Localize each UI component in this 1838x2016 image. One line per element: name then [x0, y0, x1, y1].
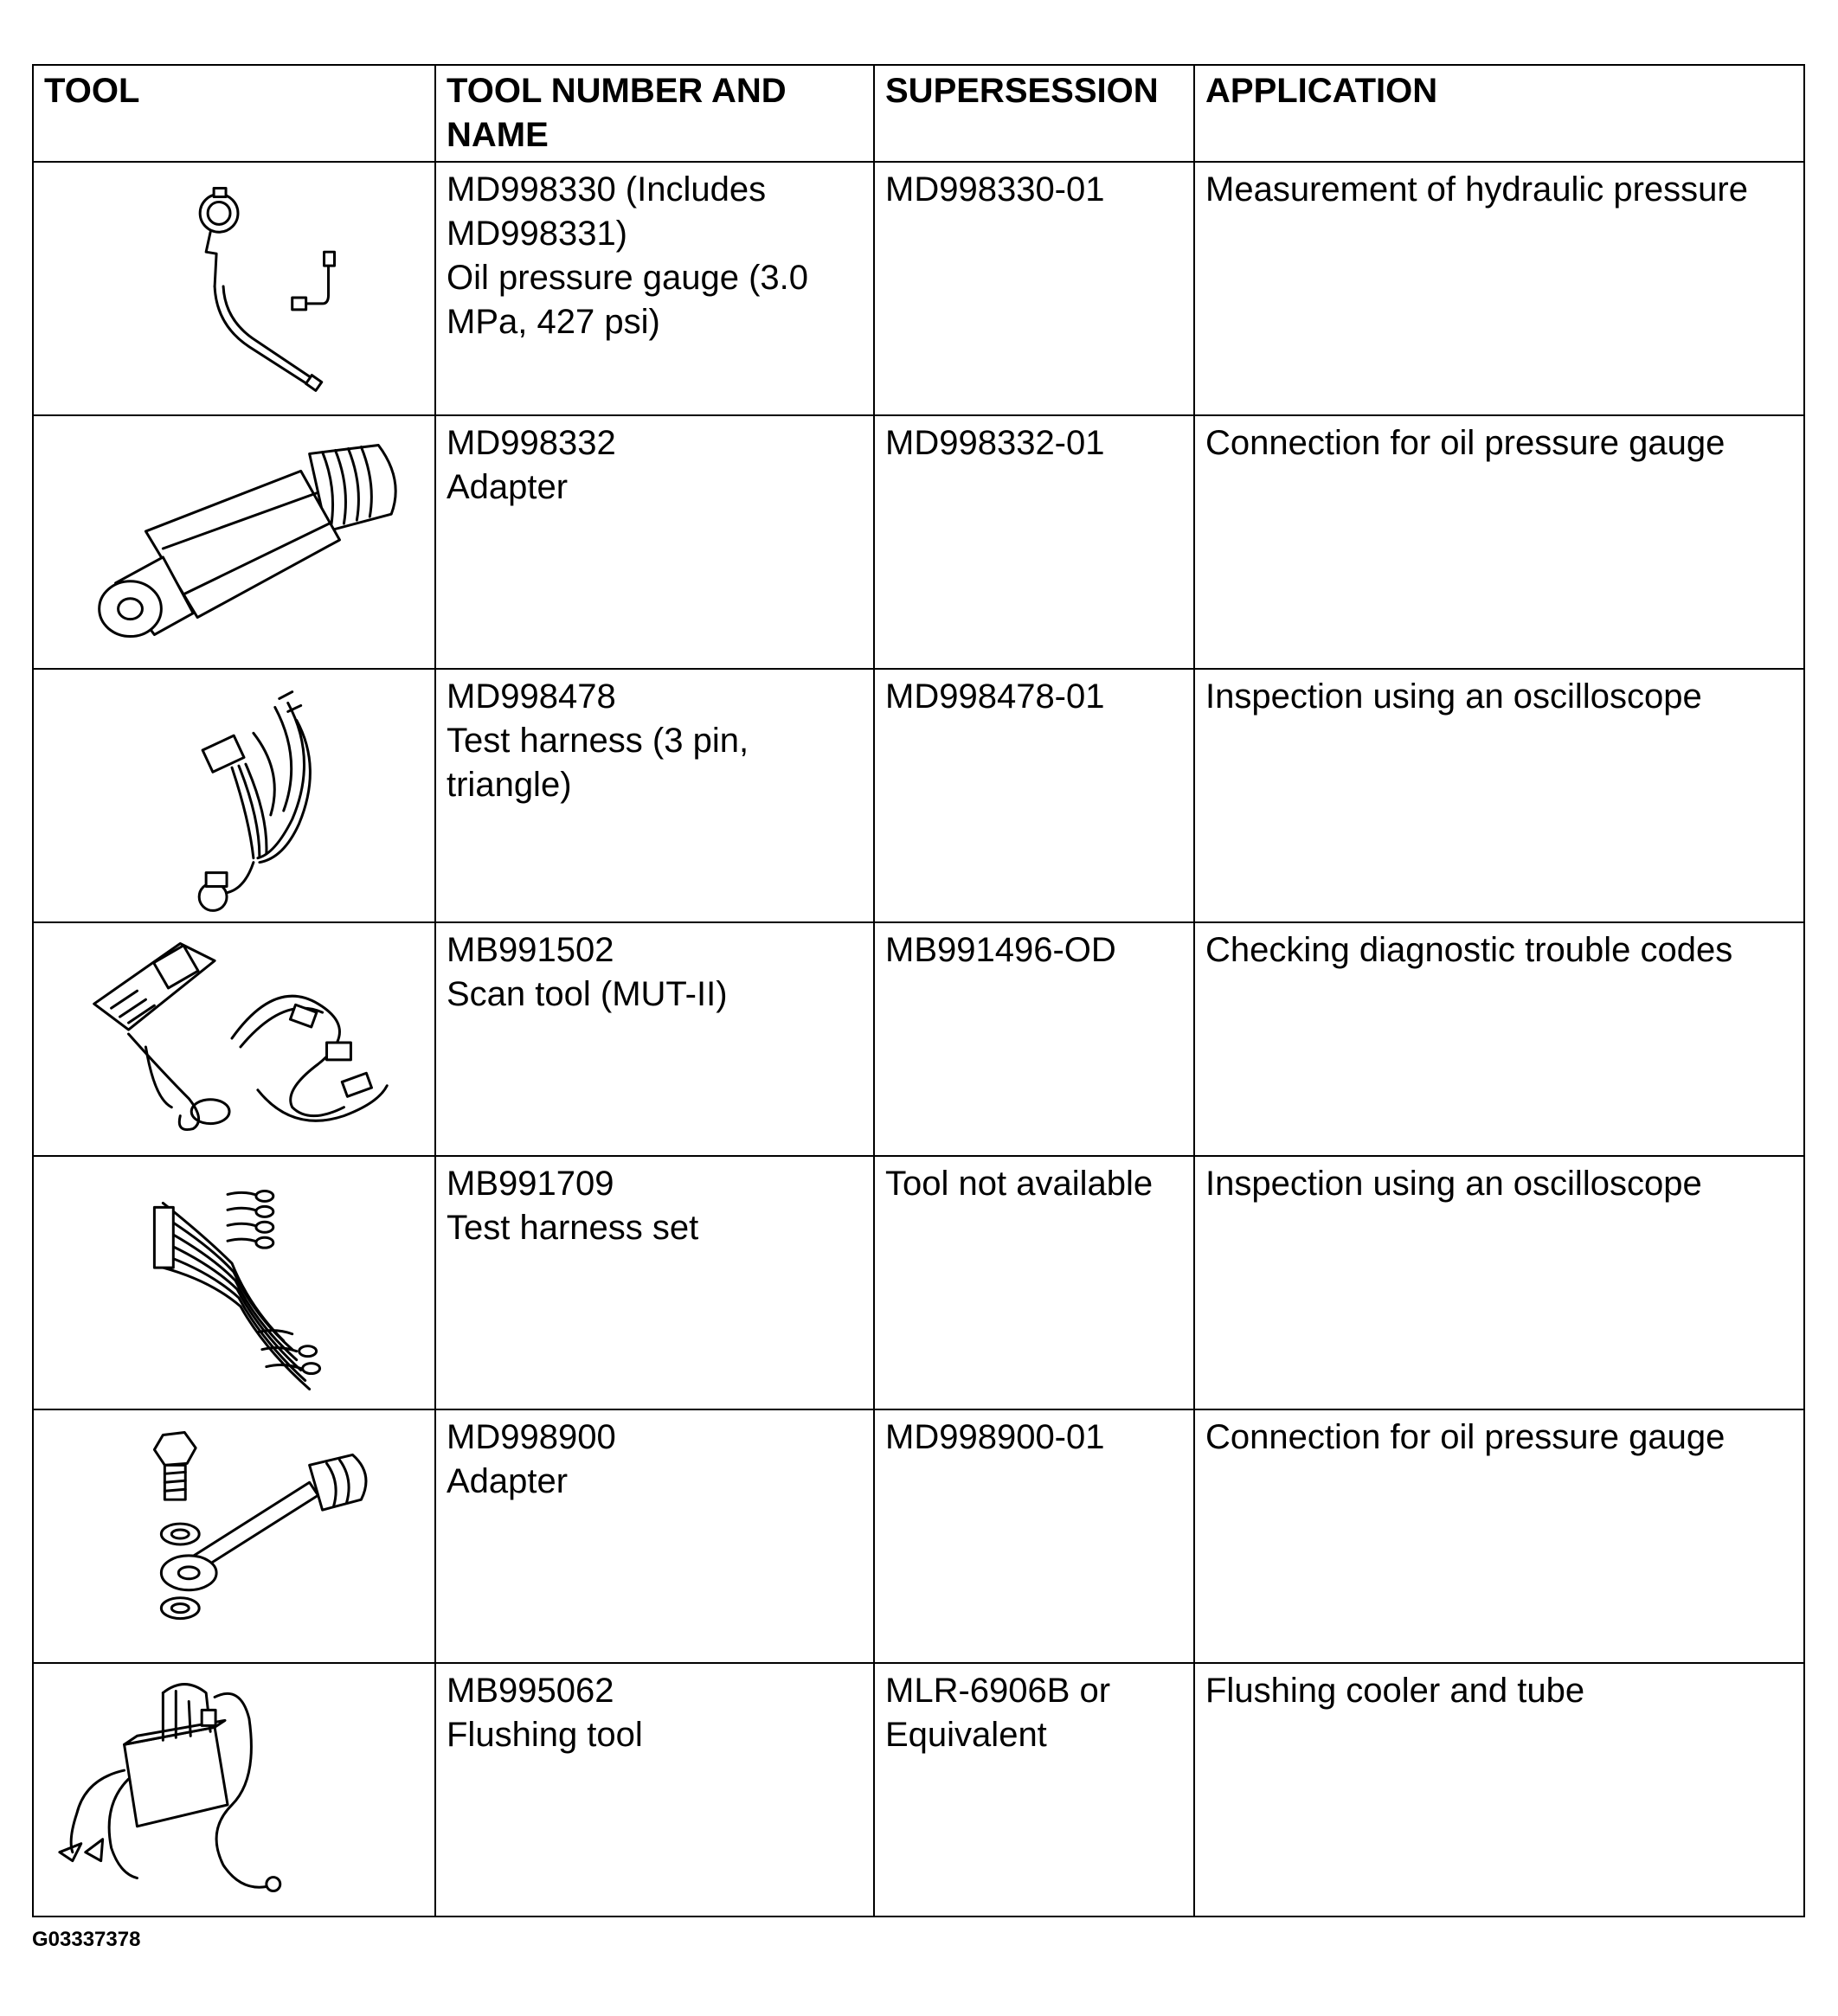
tool-number-name: MD998478 Test harness (3 pin, triangle) [435, 669, 874, 922]
tool-supersession: MB991496-OD [874, 922, 1194, 1156]
adapter-with-bolt-icon [34, 1410, 434, 1662]
tool-image-cell [33, 669, 435, 922]
adapter-icon [34, 416, 434, 668]
scan-tool-icon [34, 923, 434, 1155]
tool-application: Inspection using an oscilloscope [1194, 1156, 1804, 1409]
header-application: APPLICATION [1194, 65, 1804, 162]
oil-pressure-gauge-icon [34, 163, 434, 414]
table-row [33, 1663, 1804, 1916]
tool-application: Checking diagnostic trouble codes [1194, 922, 1804, 1156]
test-harness-set-icon [34, 1157, 434, 1409]
table-row [33, 162, 1804, 415]
tool-application: Inspection using an oscilloscope [1194, 669, 1804, 922]
tool-number-name: MD998330 (Includes MD998331) Oil pressure gauge (3.0 MPa, 427 psi) [435, 162, 874, 415]
tool-image-cell [33, 162, 435, 415]
tool-application: Flushing cooler and tube [1194, 1663, 1804, 1916]
tool-supersession: MD998332-01 [874, 415, 1194, 669]
tool-image-cell [33, 1409, 435, 1663]
table-row [33, 415, 1804, 669]
tool-number-name: MD998332 Adapter [435, 415, 874, 669]
flushing-tool-icon [34, 1664, 434, 1916]
table-row [33, 922, 1804, 1156]
test-harness-3pin-icon [34, 670, 434, 921]
figure-id: G03337378 [32, 1928, 141, 1951]
tool-image-cell [33, 1663, 435, 1916]
special-tools-table [32, 64, 1805, 1917]
tool-image-cell [33, 922, 435, 1156]
table-row [33, 1156, 1804, 1409]
header-supersession: SUPERSESSION [874, 65, 1194, 162]
tool-application: Connection for oil pressure gauge [1194, 415, 1804, 669]
tool-number-name: MB995062 Flushing tool [435, 1663, 874, 1916]
tool-number-name: MB991502 Scan tool (MUT-II) [435, 922, 874, 1156]
tool-supersession: MLR-6906B or Equivalent [874, 1663, 1194, 1916]
tool-supersession: MD998900-01 [874, 1409, 1194, 1663]
table-header-row [33, 65, 1804, 162]
tool-application: Connection for oil pressure gauge [1194, 1409, 1804, 1663]
tool-application: Measurement of hydraulic pressure [1194, 162, 1804, 415]
tool-number-name: MB991709 Test harness set [435, 1156, 874, 1409]
header-tool: TOOL [33, 65, 435, 162]
table-row [33, 1409, 1804, 1663]
table-row [33, 669, 1804, 922]
header-tool-number-name: TOOL NUMBER AND NAME [435, 65, 874, 162]
tool-image-cell [33, 1156, 435, 1409]
tool-supersession: MD998330-01 [874, 162, 1194, 415]
tool-image-cell [33, 415, 435, 669]
tool-supersession: Tool not available [874, 1156, 1194, 1409]
tool-supersession: MD998478-01 [874, 669, 1194, 922]
tool-number-name: MD998900 Adapter [435, 1409, 874, 1663]
